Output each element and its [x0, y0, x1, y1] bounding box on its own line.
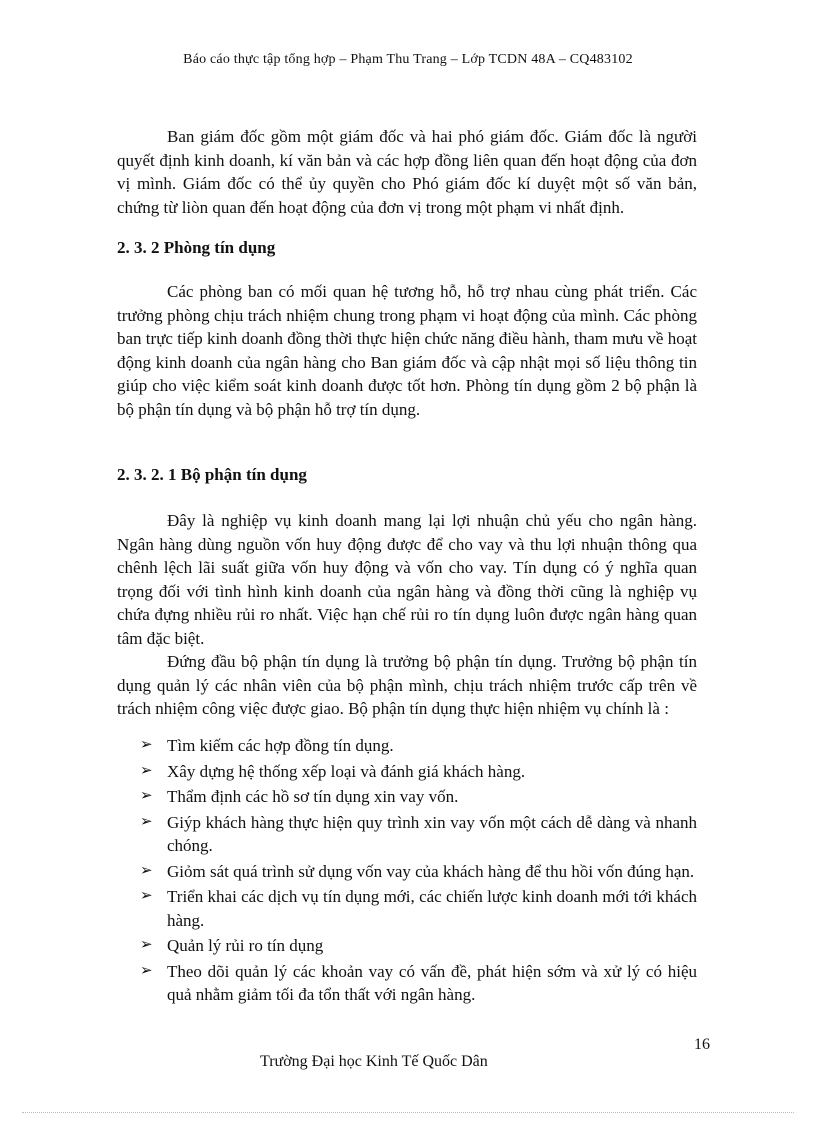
- section-2-3-2-block: [117, 280, 697, 421]
- list-item: ➢ Thẩm định các hồ sơ tín dụng xin vay vốn.: [140, 785, 697, 809]
- arrow-bullet-icon: ➢: [140, 937, 153, 953]
- page-footer: Trường Đại học Kinh Tế Quốc Dân: [260, 1053, 488, 1070]
- intro-paragraph: Ban giám đốc gồm một giám đốc và hai phó giám đốc. Giám đốc là người quyết định kinh doanh, kí văn bản và các hợp đồng liên quan đến hoạt động của đơn vị mình. Giám đốc có thể ủy quyền cho Phó giám đốc kí duyệt một số văn bản, chứng từ liòn quan đến hoạt động của đơn vị trong một phạm vi nhất định.: [117, 127, 697, 217]
- arrow-bullet-icon: ➢: [140, 962, 153, 979]
- intro-block: [117, 125, 697, 219]
- arrow-bullet-icon: ➢: [140, 737, 153, 753]
- section-2-3-2-1-paragraph-2: Đứng đầu bộ phận tín dụng là trưởng bộ phận tín dụng. Trưởng bộ phận tín dụng quản lý các nhân viên của bộ phận mình, chịu trách nhiệm trước cấp trên về trách nhiệm công việc được giao. Bộ phận tín dụng thực hiện nhiệm vụ chính là :: [117, 652, 697, 718]
- page-number: 16: [694, 1036, 710, 1053]
- duties-list: [140, 734, 697, 1009]
- section-heading-2-3-2-1: 2. 3. 2. 1 Bộ phận tín dụng: [117, 465, 307, 484]
- section-2-3-2-1-paragraph-1: Đây là nghiệp vụ kinh doanh mang lại lợi nhuận chủ yếu cho ngân hàng. Ngân hàng dùng nguồn vốn huy động được để cho vay và thu lợi nhuận thông qua chênh lệch lãi suất giữa vốn huy động và vốn cho vay. Tín dụng có ý nghĩa quan trọng đối với tình hình kinh doanh của ngân hàng và đồng thời cũng là nghiệp vụ chứa đựng nhiều rủi ro nhất. Việc hạn chế rủi ro tín dụng luôn được ngân hàng quan tâm đặc biệt.: [117, 511, 697, 648]
- arrow-bullet-icon: ➢: [140, 762, 153, 779]
- page-bottom-border: [22, 1112, 794, 1113]
- list-item: ➢ Triển khai các dịch vụ tín dụng mới, các chiến lược kinh doanh mới tới khách hàng.: [140, 887, 697, 930]
- arrow-bullet-icon: ➢: [140, 888, 153, 904]
- list-item: ➢ Xây dựng hệ thống xếp loại và đánh giá khách hàng.: [140, 760, 697, 784]
- list-item: ➢ Tìm kiếm các hợp đồng tín dụng.: [140, 734, 697, 758]
- list-item: ➢ Giýp khách hàng thực hiện quy trình xin vay vốn một cách dễ dàng và nhanh chóng.: [140, 812, 697, 855]
- list-item: ➢ Giỏm sát quá trình sử dụng vốn vay của khách hàng để thu hồi vốn đúng hạn.: [140, 860, 697, 884]
- arrow-bullet-icon: ➢: [140, 788, 153, 804]
- section-heading-2-3-2: 2. 3. 2 Phòng tín dụng: [117, 238, 276, 257]
- arrow-bullet-icon: ➢: [140, 862, 153, 879]
- page-header: Báo cáo thực tập tổng hợp – Phạm Thu Trang – Lớp TCDN 48A – CQ483102: [183, 52, 633, 67]
- list-item: ➢ Quản lý rủi ro tín dụng: [140, 934, 697, 958]
- section-2-3-2-1-block: [117, 509, 697, 721]
- list-item: ➢ Theo dõi quản lý các khoản vay có vấn đề, phát hiện sớm và xử lý có hiệu quả nhằm giảm tối đa tổn thất với ngân hàng.: [140, 961, 697, 1004]
- section-2-3-2-paragraph: Các phòng ban có mối quan hệ tương hỗ, hỗ trợ nhau cùng phát triển. Các trưởng phòng chịu trách nhiệm chung trong phạm vi hoạt động của mình. Các phòng ban trực tiếp kinh doanh đồng thời thực hiện chức năng điều hành, tham mưu về hoạt động kinh doanh của ngân hàng cho Ban giám đốc và cập nhật mọi số liệu thông tin giúp cho việc kiểm soát kinh doanh được tốt hơn. Phòng tín dụng gồm 2 bộ phận là bộ phận tín dụng và bộ phận hỗ trợ tín dụng.: [117, 282, 697, 419]
- arrow-bullet-icon: ➢: [140, 813, 153, 830]
